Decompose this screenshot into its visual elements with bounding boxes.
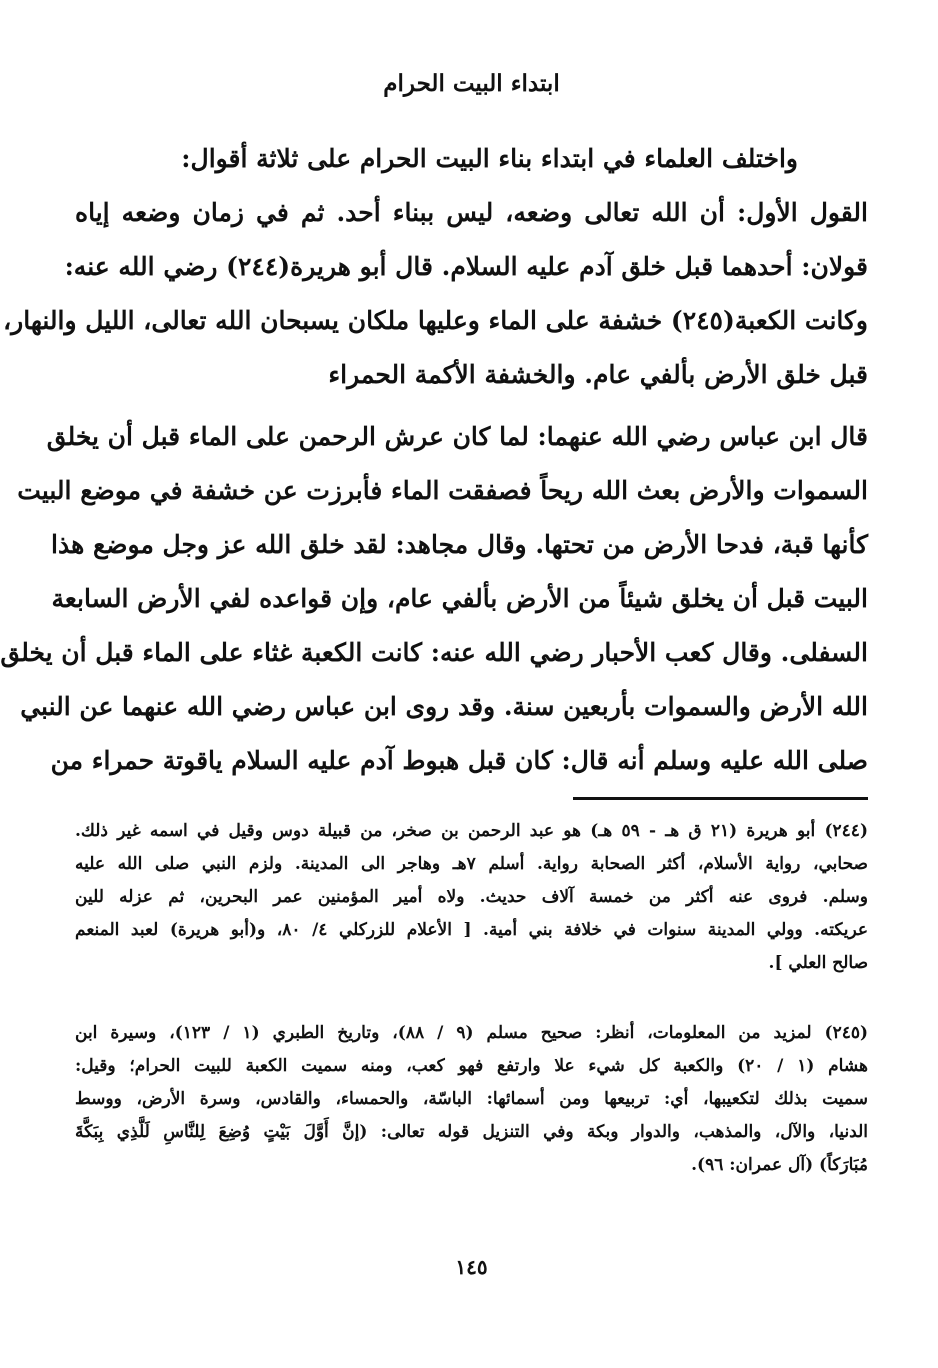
text-line: واختلف العلماء في ابتداء بناء البيت الحرام على ثلاثة أقوال:: [181, 144, 798, 173]
text-line: الله الأرض والسموات بأربعين سنة. وقد روى ابن عباس رضي الله عنهما عن النبي: [20, 692, 868, 721]
text-line: السفلى. وقال كعب الأحبار رضي الله عنه: كانت الكعبة غثاء على الماء قبل أن يخلق: [0, 638, 868, 667]
footnote-244: [75, 815, 868, 980]
footnote-line: هشام (١ / ٢٠) والكعبة كل شيء علا وارتفع فهو كعب، ومنه سميت الكعبة للبيت الحرام؛ وقيل:: [75, 1056, 868, 1076]
footnote-line: سميت بذلك لتكعيبها، أي: تربيعها ومن أسمائها: الباسّة، والحمساء، والقادس، وسرة الأرض، ووسط: [75, 1089, 868, 1109]
footnote-line: (٢٤٥) لمزيد من المعلومات، أنظر: صحيح مسلم (٩ / ٨٨)، وتاريخ الطبري (١ / ١٢٣)، وسيرة ابن: [75, 1023, 869, 1043]
footnote-line: مُبَارَكاً) (آل عمران: ٩٦).: [691, 1155, 868, 1175]
text-line: البيت قبل أن يخلق شيئاً من الأرض بألفي عام، وإن قواعده لفي الأرض السابعة: [51, 584, 868, 613]
text-line: قال ابن عباس رضي الله عنهما: لما كان عرش الرحمن على الماء قبل أن يخلق: [46, 422, 868, 451]
text-line: قولان: أحدهما قبل خلق آدم عليه السلام. قال أبو هريرة(٢٤٤) رضي الله عنه:: [64, 252, 868, 281]
footnote-separator: [573, 797, 868, 800]
text-line: كأنها قبة، فدحا الأرض من تحتها. وقال مجاهد: لقد خلق الله عز وجل موضع هذا: [51, 530, 868, 559]
text-line: صلى الله عليه وسلم أنه قال: كان قبل هبوط آدم عليه السلام ياقوتة حمراء من: [50, 746, 868, 775]
footnote-line: (٢٤٤) أبو هريرة (٢١ ق هـ - ٥٩ هـ) هو عبد الرحمن بن صخر، من قبيلة دوس وقيل في اسمه غير ذلك.: [75, 821, 868, 841]
footnote-line: الدنيا، والآل، والمذهب، والدوار وبكة وفي التنزيل قوله تعالى: (إنَّ أَوَّلَ بَيْتٍ وُضِعَ لِلنَّاسِ لَلَّذِي بِبَكَّةَ: [75, 1122, 868, 1142]
paragraph-ibn-abbas: [0, 410, 868, 788]
running-title: ابتداء البيت الحرام: [383, 70, 560, 97]
footnote-245: [75, 1017, 868, 1182]
footnote-line: وسلم. فروى عنه أكثر من خمسة آلاف حديث. ولاه أمير المؤمنين عمر البحرين، ثم عزله للين: [75, 887, 868, 907]
text-line: القول الأول: أن الله تعالى وضعه، ليس ببناء أحد. ثم في زمان وضعه إياه: [75, 198, 868, 227]
text-line: السموات والأرض بعث الله ريحاً فصفقت الماء فأبرزت عن خشفة في موضع البيت: [17, 476, 868, 505]
footnote-line: صالح العلي ].: [768, 953, 868, 973]
paragraph-three-opinions: [3, 132, 868, 402]
text-line: وكانت الكعبة(٢٤٥) خشفة على الماء وعليها ملكان يسبحان الله تعالى، الليل والنهار،: [3, 306, 868, 335]
page-number: ١٤٥: [455, 1255, 488, 1279]
text-line: قبل خلق الأرض بألفي عام. والخشفة الأكمة الحمراء: [328, 360, 868, 389]
footnote-line: صحابي، رواية الأسلام، أكثر الصحابة رواية. أسلم ٧هـ وهاجر الى المدينة. ولزم النبي صلى الله عليه: [75, 854, 868, 874]
footnote-line: عريكته. وولي المدينة سنوات في خلافة بني أمية. [ الأعلام للزركلي ٤/ ٨٠، و(أبو هريرة) لعبد المنعم: [75, 920, 868, 940]
